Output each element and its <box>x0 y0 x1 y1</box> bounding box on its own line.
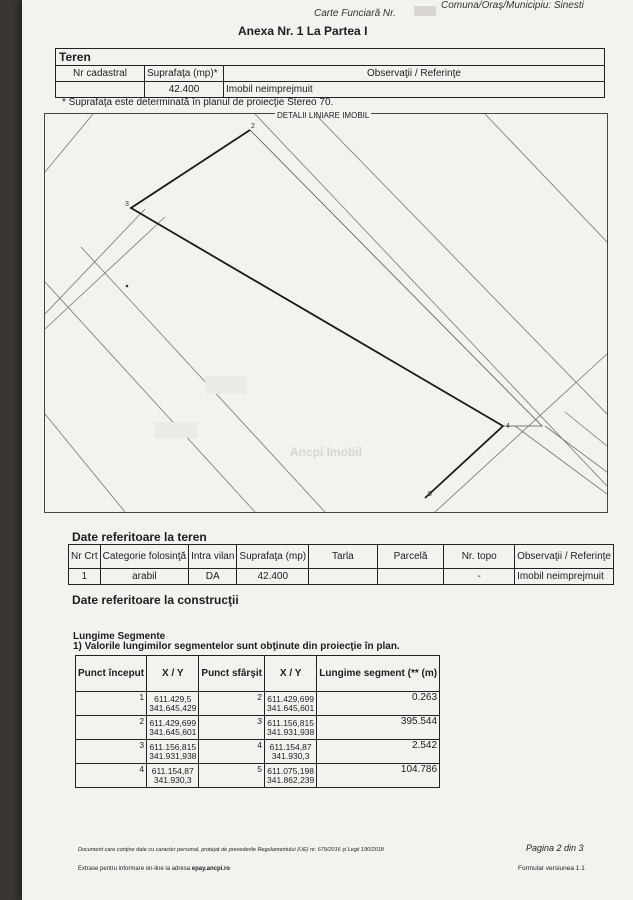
segmente-subtitle: 1) Valorile lungimilor segmentelor sunt obţinute din proiecţie în plan. <box>73 641 400 652</box>
cell-lungime: 0.263 <box>317 692 440 716</box>
hdr-intravilan: Intra vilan <box>189 545 237 569</box>
hdr-xy-end: X / Y <box>264 656 316 692</box>
col-observatii: Observaţii / Referinţe <box>224 66 605 82</box>
extras-url[interactable]: epay.ancpi.ro <box>191 866 230 872</box>
segment-row <box>76 740 440 764</box>
teren-table <box>55 65 605 98</box>
cell-parcela <box>377 569 444 585</box>
cell-lungime: 395.544 <box>317 716 440 740</box>
hdr-observatii: Observaţii / Referinţe <box>515 545 614 569</box>
plan-title: DETALII LINIARE IMOBIL <box>277 111 370 120</box>
cell-xy-start: 611.429,699 341.645,601 <box>147 716 199 740</box>
hdr-parcela: Parcelă <box>377 545 444 569</box>
cell-observatii-ref: Imobil neimprejmuit <box>515 569 614 585</box>
cell-punct-inceput: 4 <box>76 764 147 788</box>
col-suprafata: Suprafaţa (mp)* <box>145 66 224 82</box>
cell-punct-inceput: 1 <box>76 692 147 716</box>
footer-extras <box>78 866 230 872</box>
cell-xy-end: 611.154,87 341.930,3 <box>264 740 316 764</box>
segment-row <box>76 692 440 716</box>
segmente-table <box>75 655 440 788</box>
hdr-xy-start: X / Y <box>147 656 199 692</box>
watermark: Ancpi Imobil <box>290 445 362 459</box>
cell-punct-inceput: 2 <box>76 716 147 740</box>
cell-xy-end: 611.429,699 341.645,601 <box>264 692 316 716</box>
carte-funciara-label: Carte Funciară Nr. <box>314 8 396 19</box>
hdr-nr-topo: Nr. topo <box>444 545 515 569</box>
plan-drawing <box>45 114 607 512</box>
extras-prefix: Extrase pentru informare on-line la adresa <box>78 866 192 872</box>
point-label-5: 5 <box>428 491 432 498</box>
suprafata-footnote: * Suprafaţa este determinată în planul de proiecţie Stereo 70. <box>62 97 334 108</box>
ref-teren-table <box>68 544 614 585</box>
hdr-punct-sfarsit: Punct sfârşit <box>199 656 265 692</box>
teren-section-title: Teren <box>55 48 605 65</box>
cell-punct-sfarsit: 3 <box>199 716 265 740</box>
hdr-suprafata: Suprafaţa (mp) <box>237 545 309 569</box>
point-label-4: 4 <box>506 423 510 430</box>
cell-xy-start: 611.154,87 341.930,3 <box>147 764 199 788</box>
cell-punct-sfarsit: 2 <box>199 692 265 716</box>
ref-teren-title: Date referitoare la teren <box>72 530 207 544</box>
hdr-tarla: Tarla <box>309 545 378 569</box>
point-label-2: 2 <box>251 123 255 130</box>
ref-constructii-title: Date referitoare la construcţii <box>72 593 239 607</box>
cell-lungime: 2.542 <box>317 740 440 764</box>
hdr-categorie: Categorie folosinţă <box>100 545 188 569</box>
document-page <box>22 0 633 900</box>
cell-intravilan: DA <box>189 569 237 585</box>
footer-disclaimer: Document care conţine date cu caracter personal, protejat de prevederile Regulamentului (UE) nr. 679/2016 şi Legii 190/2018 <box>78 847 384 853</box>
cell-nr-cadastral <box>56 82 145 98</box>
cell-xy-end: 611.075,198 341.862,239 <box>264 764 316 788</box>
segment-row <box>76 716 440 740</box>
cell-suprafata: 42.400 <box>145 82 224 98</box>
col-nr-cadastral: Nr cadastral <box>56 66 145 82</box>
cell-lungime: 104.786 <box>317 764 440 788</box>
hdr-nr-crt: Nr Crt <box>69 545 101 569</box>
cell-nr-topo: - <box>444 569 515 585</box>
page-number: Pagina 2 din 3 <box>526 843 584 853</box>
cell-suprafata-ref: 42.400 <box>237 569 309 585</box>
formular-version: Formular versiunea 1.1 <box>518 865 585 872</box>
location-label: Comuna/Oraş/Municipiu: Sinesti <box>441 0 584 11</box>
plan-frame <box>44 113 608 513</box>
segmente-rows <box>76 692 440 788</box>
cell-punct-sfarsit: 4 <box>199 740 265 764</box>
redacted-block <box>414 6 436 16</box>
segmente-title: Lungime Segmente <box>73 631 166 642</box>
cell-tarla <box>309 569 378 585</box>
cell-xy-start: 611.429,5 341.645,429 <box>147 692 199 716</box>
cell-observatii: Imobil neimprejmuit <box>224 82 605 98</box>
page-title: Anexa Nr. 1 La Partea I <box>238 24 368 38</box>
hdr-punct-inceput: Punct început <box>76 656 147 692</box>
hdr-lungime: Lungime segment (** (m) <box>317 656 440 692</box>
cell-xy-start: 611.156,815 341.931,938 <box>147 740 199 764</box>
cell-punct-sfarsit: 5 <box>199 764 265 788</box>
cell-nr-crt: 1 <box>69 569 101 585</box>
cell-categorie: arabil <box>100 569 188 585</box>
point-label-3: 3 <box>125 201 129 208</box>
segment-row <box>76 764 440 788</box>
cell-xy-end: 611.156,815 341.931,938 <box>264 716 316 740</box>
cell-punct-inceput: 3 <box>76 740 147 764</box>
